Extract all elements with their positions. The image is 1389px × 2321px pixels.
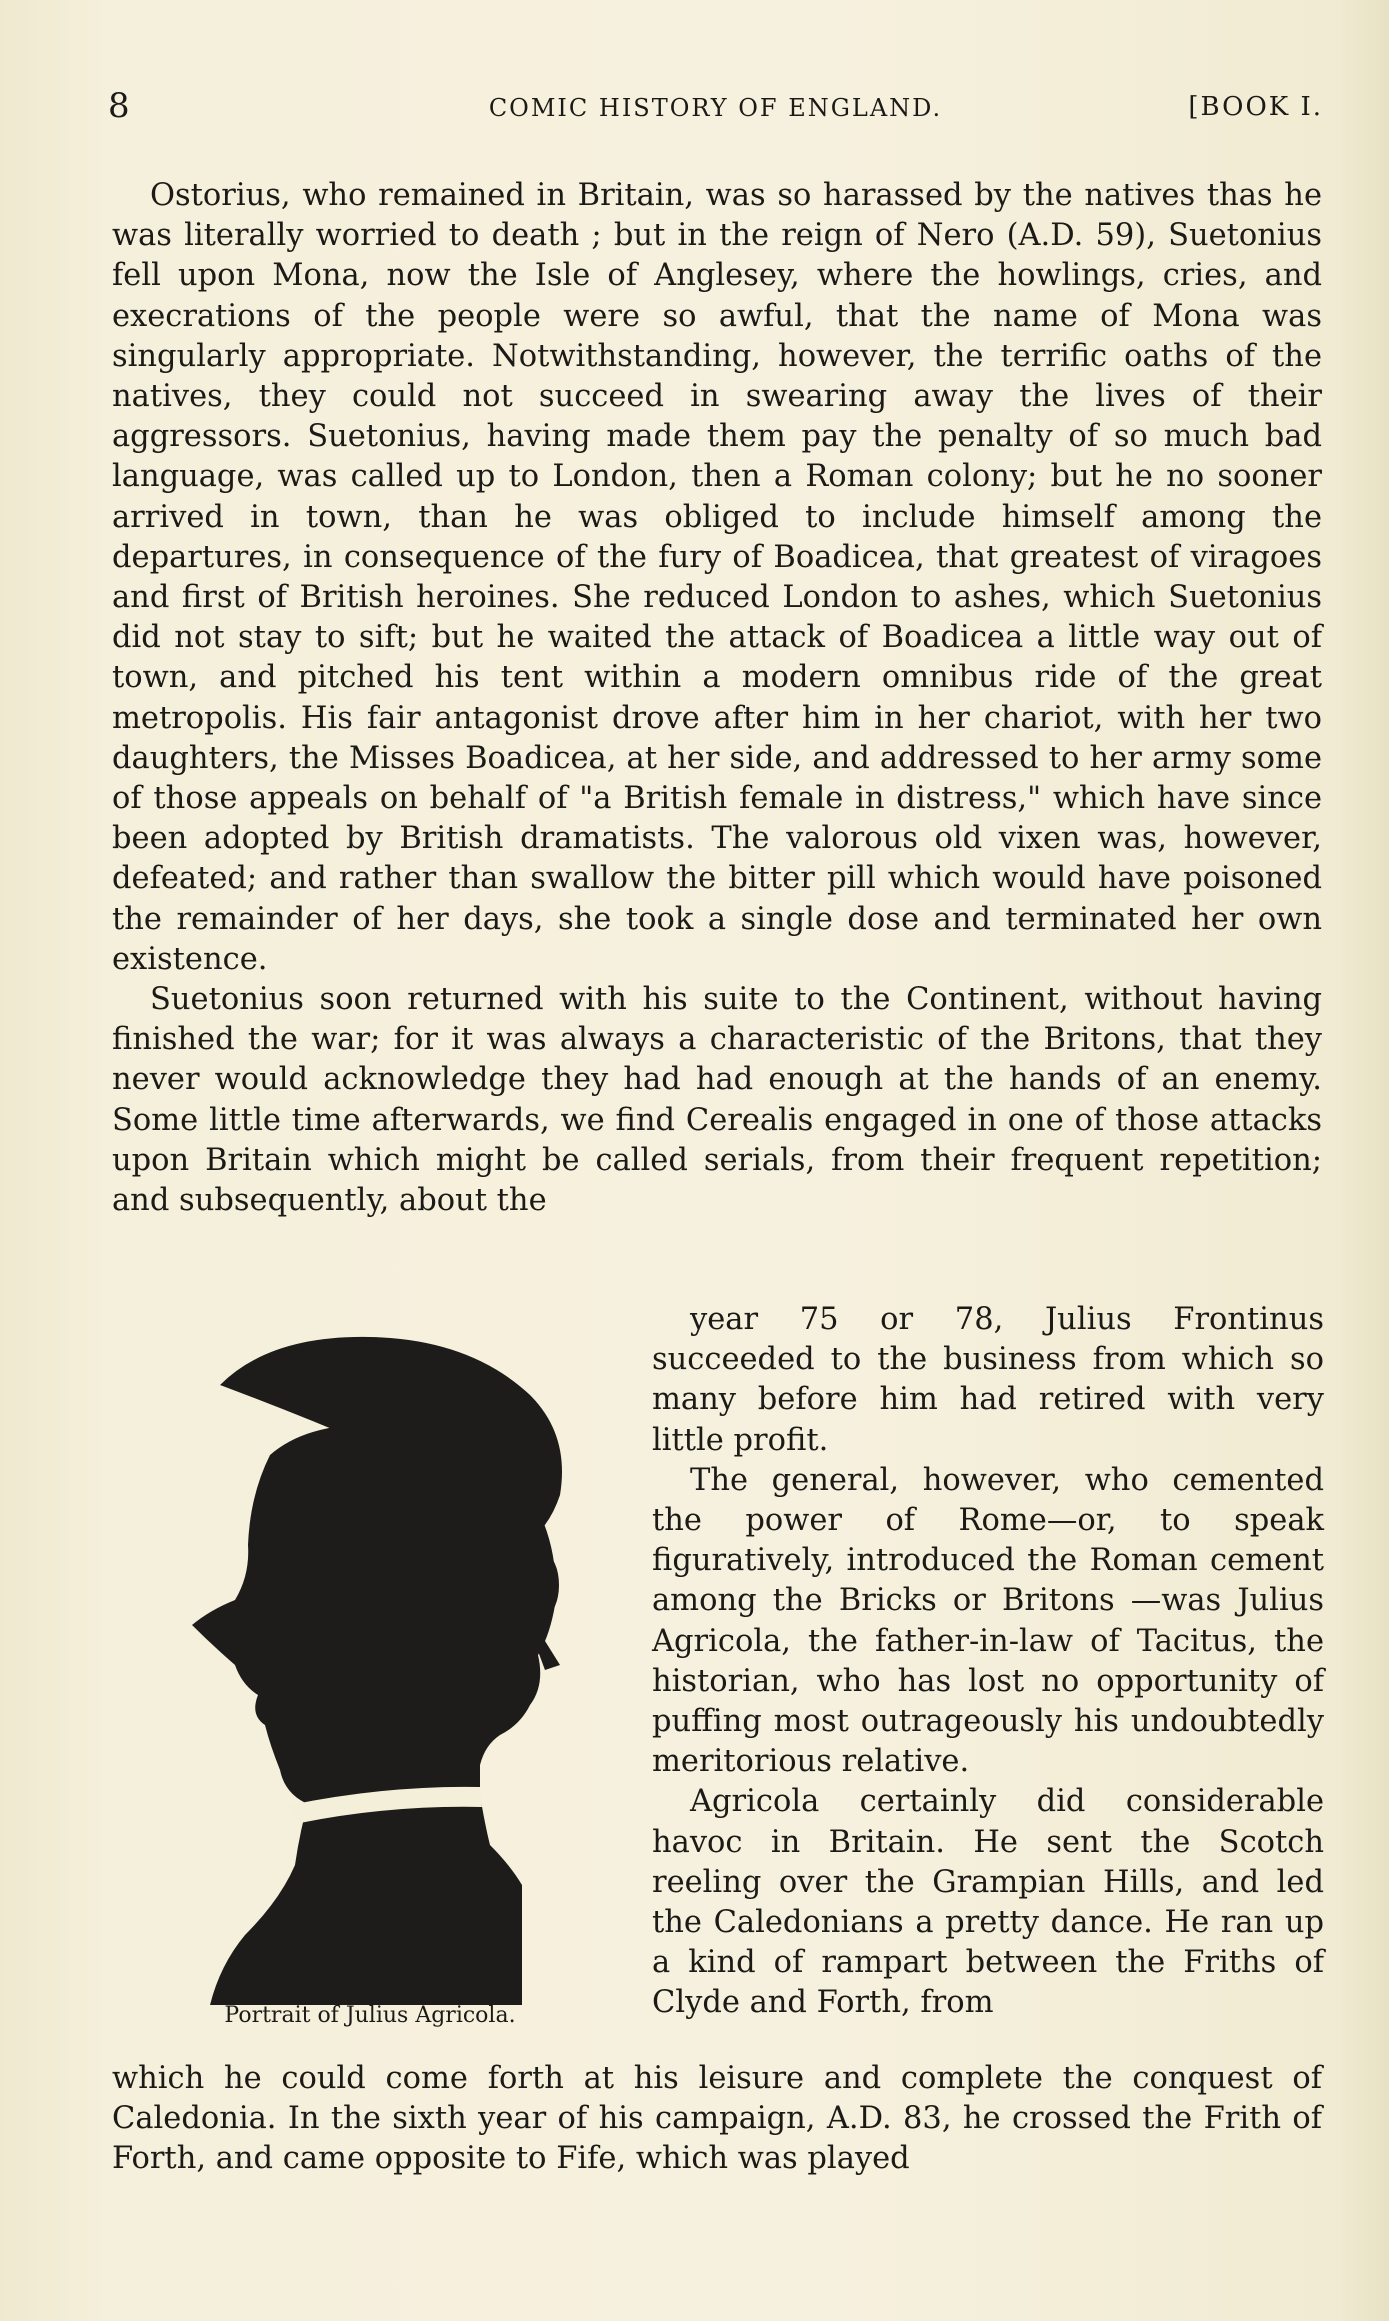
wrapped-text-column <box>652 1300 1324 2024</box>
silhouette-portrait-icon <box>150 1325 630 2005</box>
body-text-bottom: which he could come forth at his leisure and complete the conquest of Caledonia. In the sixth year of his campaign, A.D. 83, he crossed the Frith of Forth, and came opposite to Fife, which was played <box>112 2061 1322 2177</box>
running-title: COMIC HISTORY OF ENGLAND. <box>488 94 943 122</box>
page-header <box>108 86 1323 134</box>
paragraph: Suetonius soon returned with his suite to the Continent, without having finished the war; for it was always a characteristic of the Britons, that they never would acknowledge they had had enough at the hands of an enemy. Some little time afterwards, we find Cerealis engaged in one of those attacks upon Britain which might be called serials, from their frequent repetition; and subsequently, about the <box>112 982 1322 1219</box>
paragraph: year 75 or 78, Julius Frontinus succeeded to the business from which so many before him had retired with very little profit. <box>652 1302 1324 1458</box>
agricola-portrait <box>150 1325 630 2025</box>
body-text-top <box>112 176 1322 1221</box>
head-shape <box>192 1424 556 1805</box>
page-number: 8 <box>108 86 130 126</box>
illustration-caption: Portrait of Julius Agricola. <box>224 2003 516 2028</box>
paragraph: The general, however, who cemented the power of Rome—or, to speak figuratively, introduced the Roman cement among the Bricks or Britons —was Julius Agricola, the father-in-law of Tacitus, the historian, who has lost no opportunity of puffing most outrageously his undoubtedly meritorious relative. <box>652 1462 1324 1780</box>
book-section: [BOOK I. <box>1188 92 1323 122</box>
paragraph: Agricola certainly did considerable havoc in Britain. He sent the Scotch reeling over the Grampian Hills, and led the Caledonians a pretty dance. He ran up a kind of rampart between the Friths of Clyde and Forth, from <box>652 1784 1324 2021</box>
paragraph: Ostorius, who remained in Britain, was so harassed by the natives thas he was literally worried to death ; but in the reign of Nero (A.D. 59), Suetonius fell upon Mona, now the Isle of Anglesey, where the howlings, cries, and execrations of the people were so awful, that the name of Mona was singularly appropriate. Notwithstanding, however, the terrific oaths of the natives, they could not succeed in swearing away the lives of their aggressors. Suetonius, having made them pay the penalty of so much bad language, was called up to London, then a Roman colony; but he no sooner arrived in town, than he was obliged to include himself among the departures, in consequence of the fury of Boadicea, that greatest of viragoes and first of British heroines. She reduced London to ashes, which Suetonius did not stay to sift; but he waited the attack of Boadicea a little way out of town, and pitched his tent within a modern omnibus ride of the great metropolis. His fair antagonist drove after him in her chariot, with her two daughters, the Misses Boadicea, at her side, and addressed to her army some of those appeals on behalf of "a British female in distress," which have since been adopted by British dramatists. The valorous old vixen was, however, defeated; and rather than swallow the bitter pill which would have poisoned the remainder of her days, she took a single dose and terminated her own existence. <box>112 178 1322 977</box>
bust-shape <box>210 1795 522 2005</box>
